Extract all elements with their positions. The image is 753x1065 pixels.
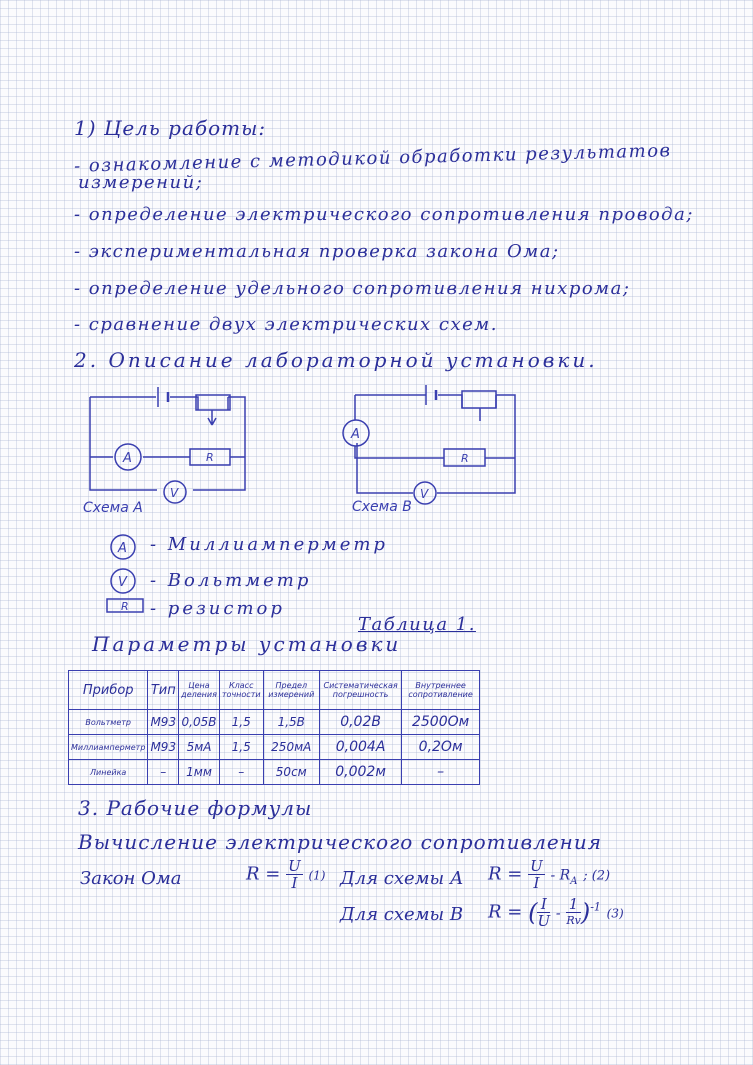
table-cell: – [219, 760, 263, 785]
goal-item-4: - определение удельного сопротивления нихрома; [74, 278, 631, 299]
circuit-diagram-a [80, 385, 280, 520]
rheostat-icon-a [196, 395, 230, 410]
goal-item-1-cont: измерений; [78, 172, 204, 193]
header-range: Предел измерений [263, 671, 319, 710]
circuit-b-wires [355, 395, 515, 493]
formula-2-num: U [530, 857, 543, 875]
circuit-b-wires-2 [355, 395, 515, 458]
parameters-table [68, 670, 480, 785]
table-cell: 1,5 [219, 735, 263, 760]
formula-3-tag: (3) [606, 906, 624, 921]
ammeter-label-b: A [351, 427, 360, 442]
table-cell: 0,002м [319, 760, 401, 785]
table-title: Параметры установки [92, 632, 402, 656]
formula-2-lhs: R = [488, 863, 523, 885]
legend-voltmeter-text: - Вольтметр [150, 570, 312, 591]
table-row [69, 710, 480, 735]
formula-2 [488, 858, 610, 891]
goal-item-2: - определение электрического сопротивления провода; [74, 204, 694, 225]
formula-3-fraction-2 [566, 896, 581, 929]
table-cell: Линейка [69, 760, 148, 785]
circuit-diagram-b [340, 383, 540, 518]
formula-3-d2: Rv [566, 914, 581, 927]
circuit-a-wires-2 [90, 410, 245, 457]
table-cell: 250мА [263, 735, 319, 760]
legend-resistor-text: - резистор [150, 598, 285, 619]
table-cell: 5мА [179, 735, 220, 760]
table-cell: 0,004А [319, 735, 401, 760]
scheme-a-label: Схема А [83, 500, 143, 516]
section-1-title: 1) Цель работы: [74, 116, 267, 140]
voltmeter-label-a: V [170, 486, 179, 500]
resistor-label-a: R [206, 451, 214, 464]
table-cell: – [148, 760, 179, 785]
circuit-a-wires [90, 397, 245, 490]
header-accuracy: Класс точности [219, 671, 263, 710]
table-cell: Миллиамперметр [69, 735, 148, 760]
table-cell: M93 [148, 710, 179, 735]
table-cell: 1,5 [219, 710, 263, 735]
formula-2-fraction [528, 858, 545, 891]
legend-resistor-symbol: R [121, 600, 129, 613]
ohms-law-label: Закон Ома [80, 868, 182, 889]
formula-3-exp: -1 [590, 900, 601, 914]
formula-1 [246, 858, 325, 891]
formula-3-n1: I [537, 896, 550, 913]
formula-2-den: I [533, 874, 540, 892]
formula-1-lhs: R = [246, 863, 281, 885]
legend-symbols [105, 530, 145, 630]
header-device: Прибор [69, 671, 148, 710]
formula-1-num: U [288, 857, 301, 875]
formula-1-tag: (1) [308, 868, 326, 883]
legend-ammeter-symbol: A [118, 541, 127, 556]
table-cell: 0,05В [179, 710, 220, 735]
legend-voltmeter-symbol: V [118, 575, 127, 590]
section-3-title: 3. Рабочие формулы [78, 796, 313, 820]
formula-2-sub: A [570, 876, 578, 888]
goal-item-3: - экспериментальная проверка закона Ома; [74, 241, 560, 262]
formula-3-minus: - [555, 905, 561, 922]
formula-3-n2: 1 [566, 896, 581, 913]
formula-3-d1: U [537, 912, 551, 930]
table-cell: 2500Ом [402, 710, 480, 735]
formula-2-tag: ; (2) [583, 868, 611, 884]
table-cell: 0,2Ом [402, 735, 480, 760]
header-division: Цена деления [179, 671, 220, 710]
goal-item-1: - ознакомление с методикой обработки результатов [73, 140, 672, 177]
goal-item-5: - сравнение двух электрических схем. [74, 314, 498, 335]
table-caption: Таблица 1. [358, 614, 476, 635]
legend-ammeter-text: - Миллиамперметр [150, 534, 388, 555]
table-cell: 1мм [179, 760, 220, 785]
table-row [69, 735, 480, 760]
rheostat-icon-b [462, 391, 496, 408]
table-cell: 50см [263, 760, 319, 785]
table-cell: M93 [148, 735, 179, 760]
table-header-row [69, 671, 480, 710]
table-cell: – [402, 760, 480, 785]
section-3-subtitle: Вычисление электрического сопротивления [78, 830, 602, 854]
formula-1-fraction [286, 858, 303, 891]
scheme-b-formula-label: Для схемы В [340, 904, 464, 925]
table-row [69, 760, 480, 785]
formula-3-lhs: R = [488, 901, 523, 923]
table-cell: 1,5В [263, 710, 319, 735]
voltmeter-label-b: V [420, 487, 429, 501]
scheme-a-formula-label: Для схемы А [340, 868, 464, 889]
header-internal-resistance: Внутреннее сопротивление [402, 671, 480, 710]
formula-1-den: I [291, 874, 298, 892]
resistor-label-b: R [461, 452, 469, 465]
table-cell: Вольтметр [69, 710, 148, 735]
table-cell: 0,02В [319, 710, 401, 735]
formula-2-tail: - R [550, 867, 571, 884]
header-type: Тип [148, 671, 179, 710]
header-systematic-error: Систематическая погрешность [319, 671, 401, 710]
ammeter-label-a: A [123, 451, 132, 466]
scheme-b-label: Схема В [352, 499, 412, 515]
formula-3-fraction-1 [537, 896, 550, 929]
section-2-title: 2. Описание лабораторной установки. [74, 348, 598, 372]
formula-3: R = ( $\frac{I}{U}$ - $\frac{1}{Rv}$ )$^{-1}$ (3) [488, 895, 624, 930]
